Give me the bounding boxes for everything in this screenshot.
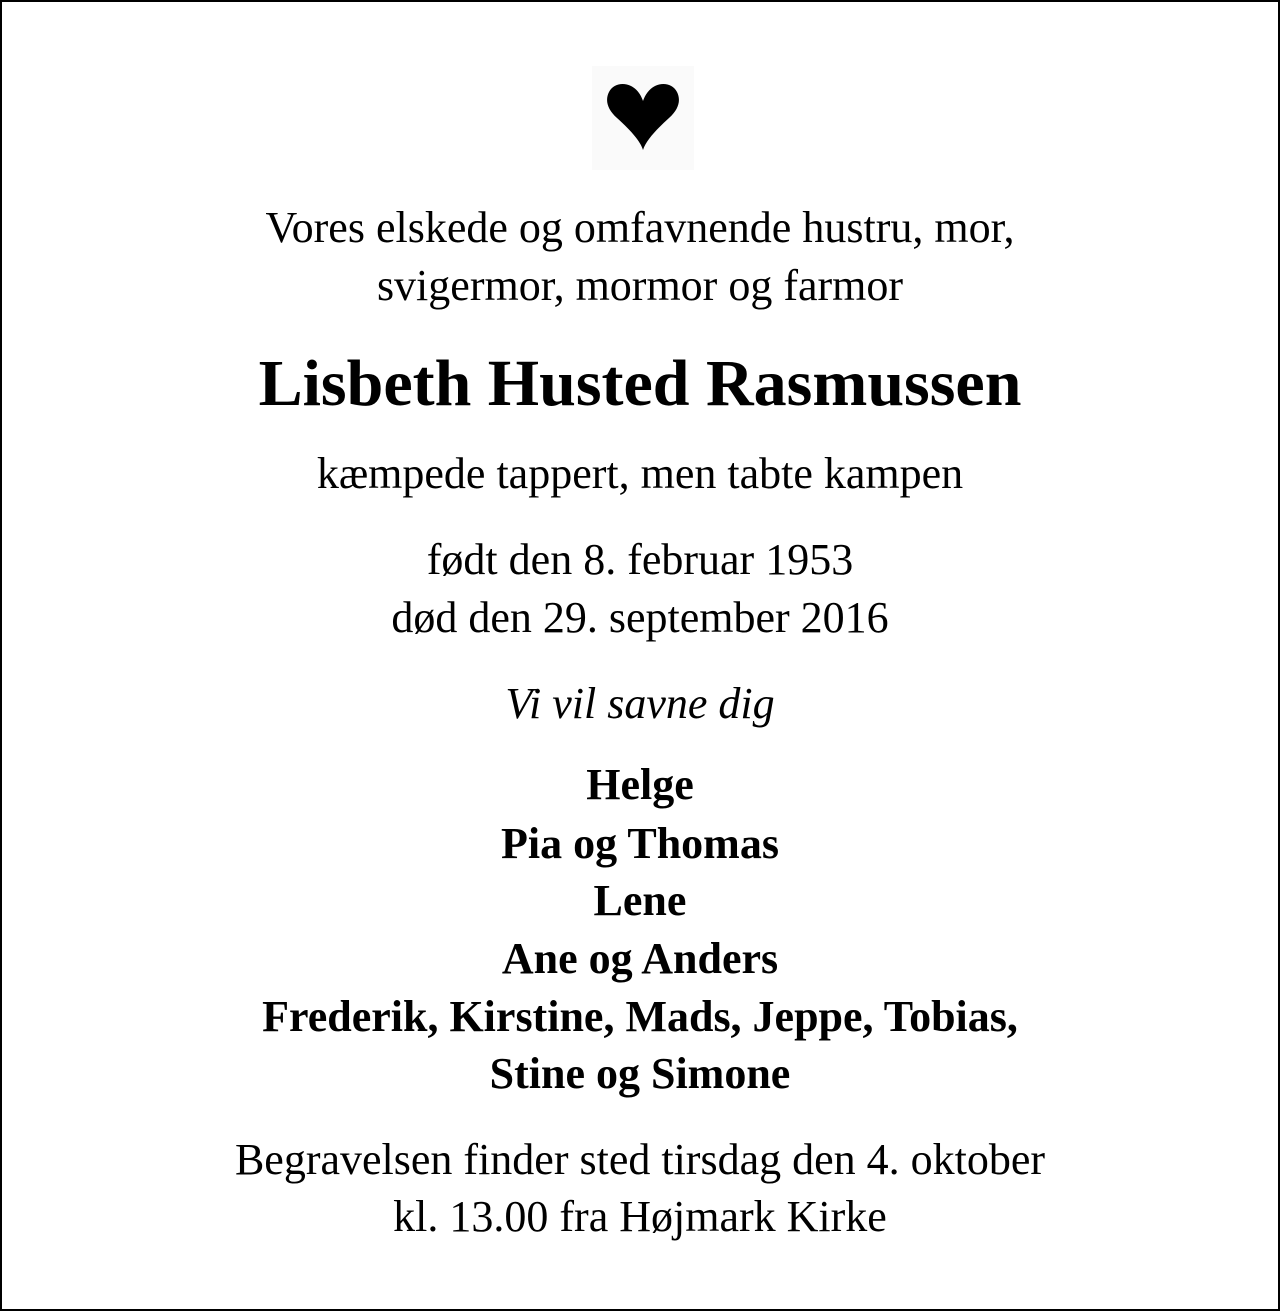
deceased-name: Lisbeth Husted Rasmussen xyxy=(258,347,1022,420)
death-date: død den 29. september 2016 xyxy=(391,593,889,642)
heart-icon xyxy=(603,78,683,158)
heart-icon-frame xyxy=(592,66,694,170)
intro-line-2: svigermor, mormor og farmor xyxy=(376,261,904,310)
funeral-line-1: Begravelsen finder sted tirsdag den 4. oktober xyxy=(234,1135,1046,1184)
family-line: Helge xyxy=(586,760,694,809)
family-line: Frederik, Kirstine, Mads, Jeppe, Tobias, xyxy=(262,992,1018,1041)
funeral-line-2: kl. 13.00 fra Højmark Kirke xyxy=(393,1192,887,1241)
family-line: Lene xyxy=(593,876,687,925)
farewell-text: Vi vil savne dig xyxy=(505,679,775,728)
intro-line-1: Vores elskede og omfavnende hustru, mor, xyxy=(265,203,1015,252)
birth-date: født den 8. februar 1953 xyxy=(426,535,854,584)
family-line: Ane og Anders xyxy=(501,934,779,983)
subtitle: kæmpede tappert, men tabte kampen xyxy=(316,449,964,498)
family-line: Pia og Thomas xyxy=(501,819,779,868)
family-line: Stine og Simone xyxy=(489,1049,791,1098)
